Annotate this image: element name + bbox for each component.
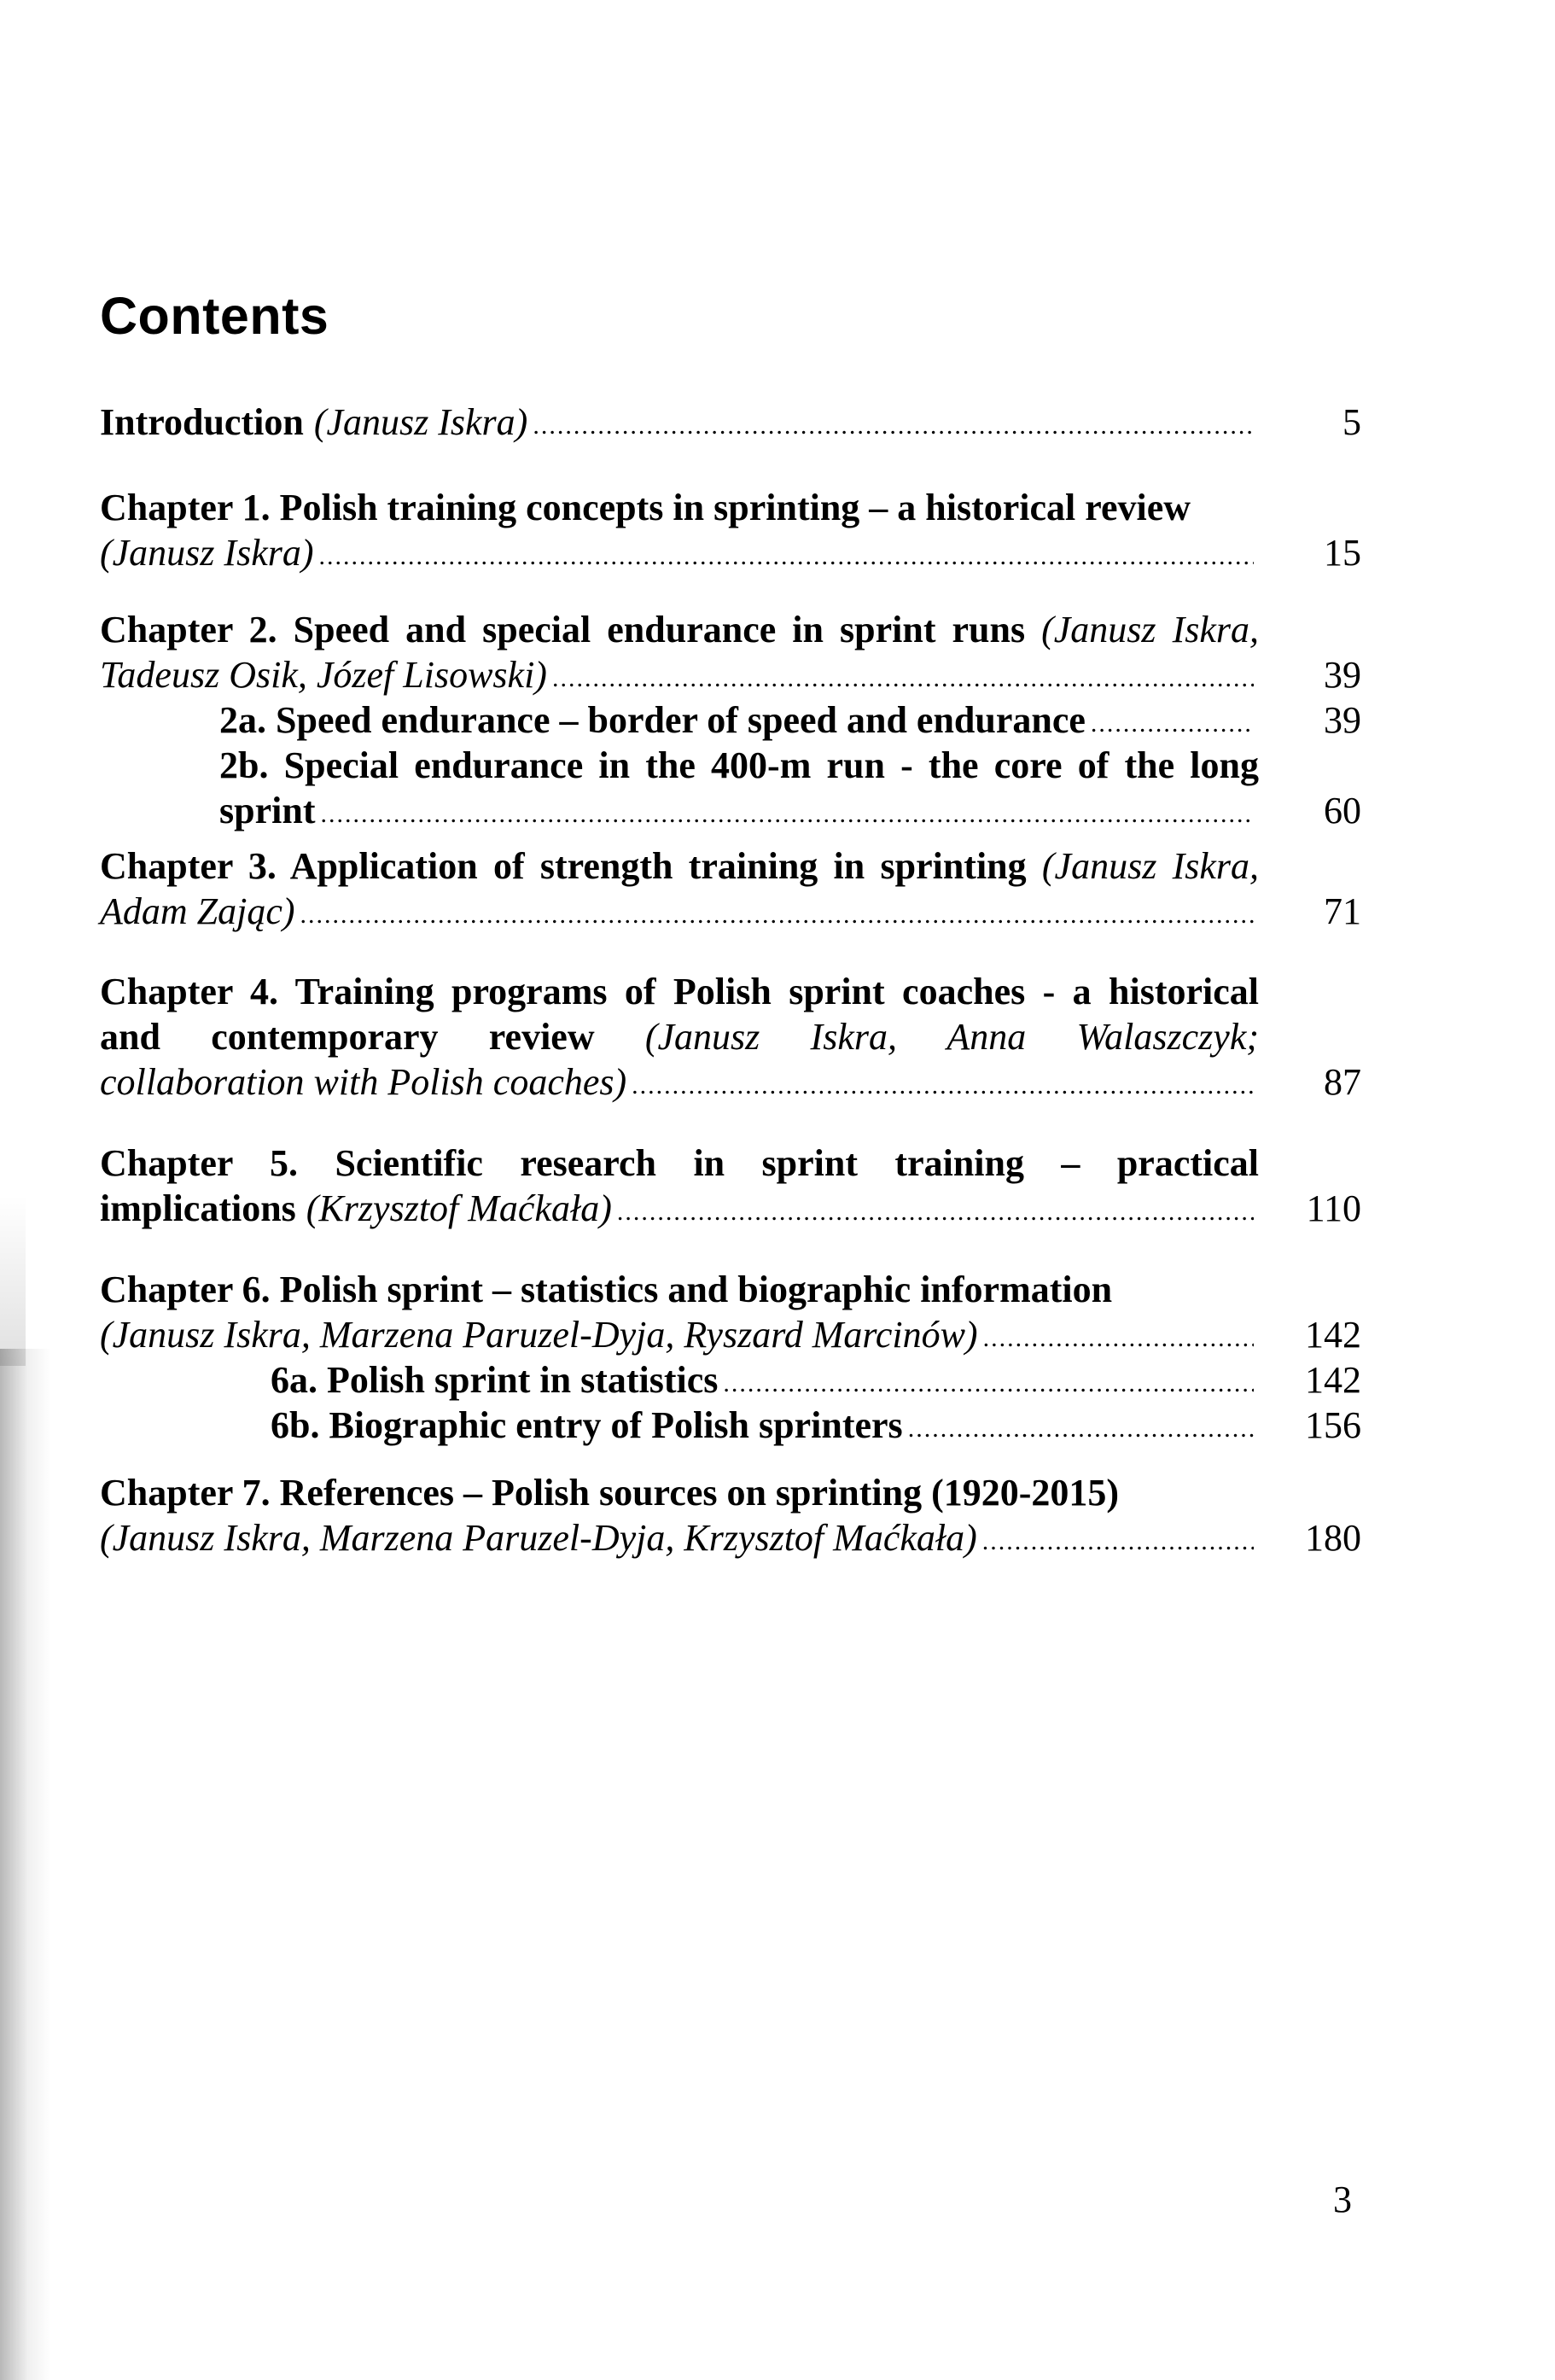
toc-entry-chapter-6[interactable] [100, 1267, 1361, 1448]
leader-dots [982, 1523, 1254, 1560]
toc-entry-chapter-1[interactable] [100, 485, 1361, 575]
entry-author: (Janusz Iskra) [100, 532, 314, 574]
subentry-label: 6b. Biographic entry of Polish sprinters [271, 1404, 903, 1446]
entry-page-number: 5 [1342, 401, 1361, 443]
entry-label: Introduction [100, 401, 304, 443]
entry-author-continued: Tadeusz Osik, Józef Lisowski) [100, 654, 547, 696]
toc-subentry-6b[interactable] [100, 1403, 1361, 1448]
entry-title: Chapter 4. Training programs of Polish sprint coaches - a historical [100, 971, 1259, 1012]
page-number: 3 [1333, 2179, 1352, 2220]
entry-page-number: 87 [1324, 1061, 1361, 1103]
entry-title-continued: and contemporary review [100, 1016, 595, 1058]
subentry-page-number: 142 [1305, 1359, 1361, 1401]
subentry-page-number: 156 [1305, 1404, 1361, 1446]
entry-author: (Janusz Iskra, Anna Walaszczyk; [644, 1016, 1259, 1058]
entry-author: (Krzysztof Maćkała) [306, 1187, 612, 1229]
leader-dots [617, 1193, 1254, 1231]
contents-page [100, 287, 1361, 1559]
scan-edge-shadow-upper [0, 1195, 26, 1366]
entry-page-number: 110 [1306, 1187, 1361, 1229]
entry-title: Chapter 5. Scientific research in sprint training – practical [100, 1142, 1259, 1184]
leader-dots [320, 796, 1254, 833]
entry-author: (Janusz Iskra, [1041, 609, 1260, 650]
toc-entry-chapter-5[interactable] [100, 1140, 1361, 1231]
leader-dots [533, 407, 1254, 445]
leader-dots [632, 1067, 1254, 1105]
leader-dots [983, 1320, 1254, 1357]
subentry-label-continued: sprint [219, 790, 316, 831]
entry-author: (Janusz Iskra, Marzena Paruzel-Dyja, Ryszard Marcinów) [100, 1314, 978, 1356]
entry-author: (Janusz Iskra) [313, 401, 528, 443]
toc-entry-chapter-7[interactable] [100, 1470, 1361, 1560]
entry-title: Chapter 3. Application of strength training in sprinting [100, 845, 1027, 887]
entry-title: Chapter 7. References – Polish sources on sprinting (1920-2015) [100, 1472, 1120, 1514]
subentry-page-number: 60 [1324, 790, 1361, 831]
entry-page-number: 71 [1324, 890, 1361, 932]
entry-author: (Janusz Iskra, [1041, 845, 1260, 887]
subentry-page-number: 39 [1324, 699, 1361, 741]
entry-author-continued: Adam Zając) [100, 890, 295, 932]
leader-dots [300, 896, 1254, 934]
toc-subentry-6a[interactable] [100, 1357, 1361, 1403]
entry-page-number: 39 [1324, 654, 1361, 696]
scan-edge-shadow [0, 1349, 51, 2380]
toc-entry-introduction[interactable] [100, 400, 1361, 445]
toc-subentry-2a[interactable] [100, 697, 1361, 743]
leader-dots [723, 1365, 1254, 1403]
leader-dots [552, 660, 1254, 697]
page-title: Contents [100, 287, 329, 345]
entry-title-continued: implications [100, 1187, 296, 1229]
entry-page-number: 180 [1305, 1517, 1361, 1559]
toc-subentry-2b[interactable] [100, 743, 1361, 833]
subentry-label: 2a. Speed endurance – border of speed and endurance [219, 699, 1086, 741]
leader-dots [908, 1410, 1254, 1448]
entry-author-continued: collaboration with Polish coaches) [100, 1061, 627, 1103]
entry-title: Chapter 6. Polish sprint – statistics and biographic information [100, 1269, 1113, 1310]
toc-entry-chapter-4[interactable] [100, 969, 1361, 1105]
leader-dots [1091, 705, 1254, 743]
entry-author: (Janusz Iskra, Marzena Paruzel-Dyja, Krzysztof Maćkała) [100, 1517, 977, 1559]
toc-entry-chapter-2[interactable] [100, 607, 1361, 833]
entry-title: Chapter 2. Speed and special endurance in sprint runs [100, 609, 1026, 650]
leader-dots [319, 538, 1254, 575]
entry-page-number: 15 [1324, 532, 1361, 574]
subentry-label: 2b. Special endurance in the 400-m run - the core of the long [219, 744, 1259, 786]
entry-page-number: 142 [1305, 1314, 1361, 1356]
subentry-label: 6a. Polish sprint in statistics [271, 1359, 719, 1401]
entry-title: Chapter 1. Polish training concepts in sprinting – a historical review [100, 487, 1191, 528]
toc-entry-chapter-3[interactable] [100, 843, 1361, 934]
